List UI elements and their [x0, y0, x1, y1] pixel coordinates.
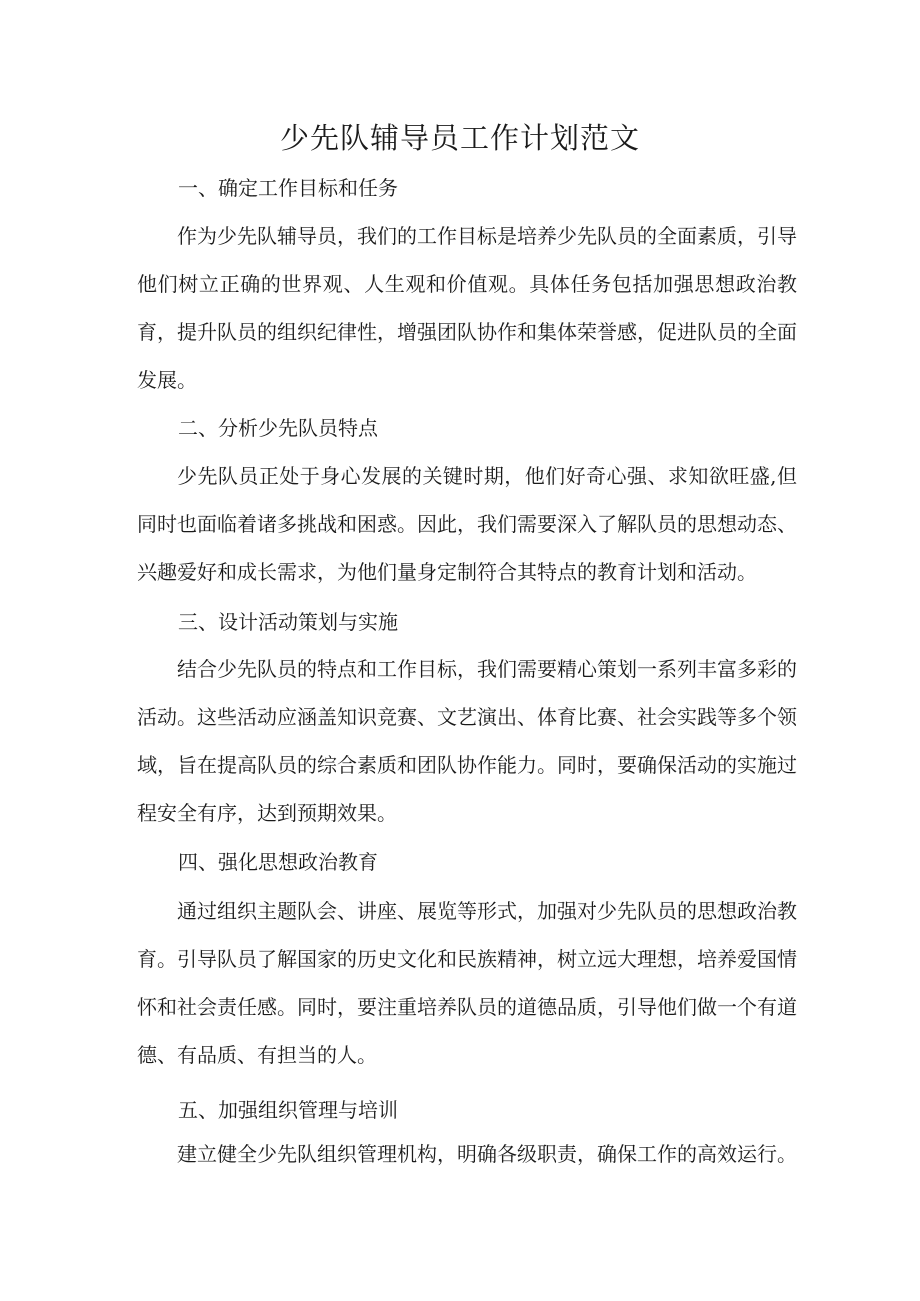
document-title: 少先队辅导员工作计划范文 — [279, 121, 640, 155]
section-2-body: 少先队员正处于身心发展的关键时期，他们好奇心强、求知欲旺盛,但同时也面临着诸多挑战和困惑。因此，我们需要深入了解队员的思想动态、兴趣爱好和成长需求，为他们量身定制符合其特点的教育计划和活动。 — [137, 464, 797, 584]
section-5-heading: 五、加强组织管理与培训 — [178, 1098, 398, 1122]
section-3-heading: 三、设计活动策划与实施 — [178, 610, 398, 634]
section-3-body: 结合少先队员的特点和工作目标，我们需要精心策划一系列丰富多彩的活动。这些活动应涵盖知识竞赛、文艺演出、体育比赛、社会实践等多个领域，旨在提高队员的综合素质和团队协作能力。同时，要确保活动的实施过程安全有序，达到预期效果。 — [137, 657, 797, 825]
section-4-body: 通过组织主题队会、讲座、展览等形式，加强对少先队员的思想政治教育。引导队员了解国家的历史文化和民族精神，树立远大理想，培养爱国情怀和社会责任感。同时，要注重培养队员的道德品质，引导他们做一个有道德、有品质、有担当的人。 — [137, 899, 797, 1067]
section-2-heading: 二、分析少先队员特点 — [178, 416, 378, 440]
section-1-heading: 一、确定工作目标和任务 — [178, 176, 398, 200]
section-1-body: 作为少先队辅导员，我们的工作目标是培养少先队员的全面素质，引导他们树立正确的世界观、人生观和价值观。具体任务包括加强思想政治教育，提升队员的组织纪律性，增强团队协作和集体荣誉感，促进队员的全面发展。 — [137, 224, 797, 392]
section-4-heading: 四、强化思想政治教育 — [178, 850, 378, 874]
section-5-body: 建立健全少先队组织管理机构，明确各级职责，确保工作的高效运行。 — [177, 1142, 797, 1166]
